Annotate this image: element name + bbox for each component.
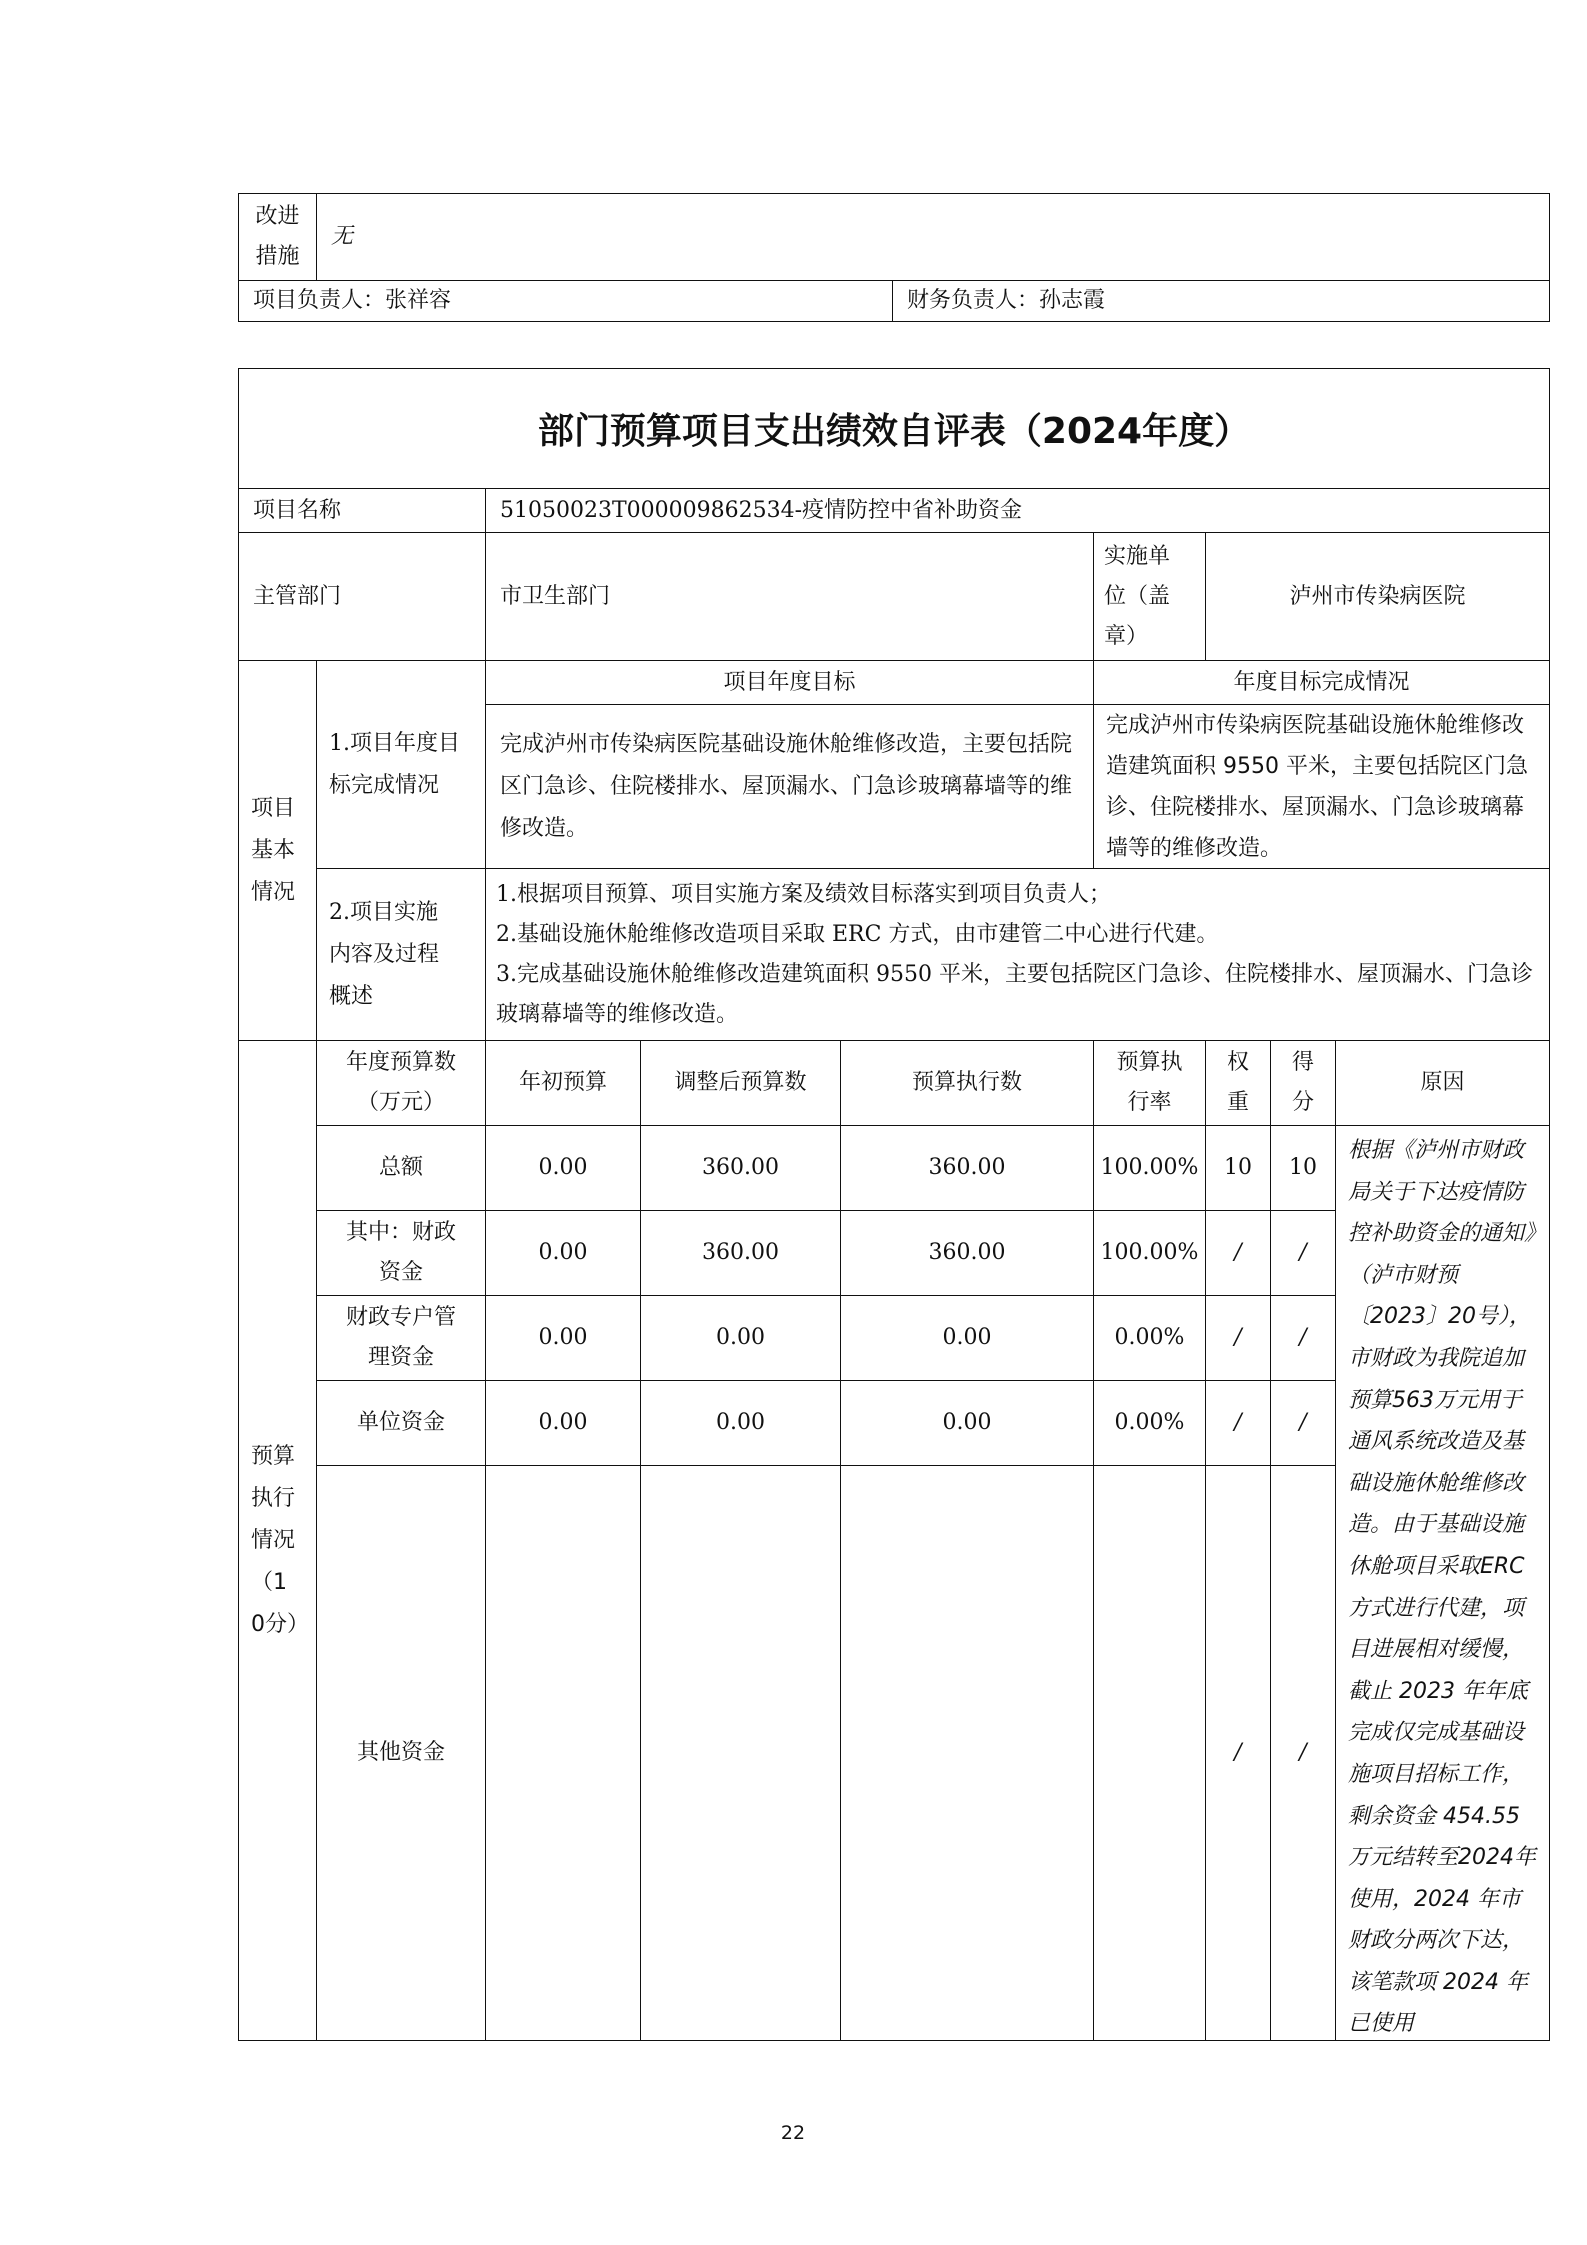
budget-executed-cell bbox=[840, 1465, 1094, 2041]
impl-unit-label-cell bbox=[1093, 532, 1206, 661]
completion-header-cell bbox=[1093, 660, 1550, 705]
budget-row-label-cell bbox=[316, 1125, 486, 1211]
dept-value-cell bbox=[485, 532, 1094, 661]
budget-weight-cell bbox=[1205, 1295, 1271, 1381]
process-line: 1.根据项目预算、项目实施方案及绩效目标落实到项目负责人； bbox=[496, 881, 1111, 907]
budget-executed-cell bbox=[840, 1210, 1094, 1296]
budget-score-cell bbox=[1270, 1465, 1336, 2041]
budget-header-text: 调整后预算数 bbox=[674, 1070, 807, 1095]
budget-executed-cell bbox=[840, 1380, 1094, 1466]
form-title-cell bbox=[238, 368, 1550, 489]
completion-text: 完成泸州市传染病医院基础设施休舱维修改造建筑面积 9550 平米，主要包括院区门急诊、住院楼排水、屋顶漏水、门急诊玻璃幕墙等的维修改造。 bbox=[1106, 712, 1528, 861]
dept-value: 市卫生部门 bbox=[500, 583, 611, 609]
improve-value: 无 bbox=[331, 224, 354, 249]
completion-header: 年度目标完成情况 bbox=[1233, 669, 1410, 695]
budget-rate-cell bbox=[1093, 1380, 1206, 1466]
budget-header-text: 得分 bbox=[1291, 1050, 1314, 1115]
budget-row-label: 总额 bbox=[378, 1155, 423, 1180]
project-name-label-cell bbox=[238, 488, 486, 533]
dept-label: 主管部门 bbox=[253, 583, 342, 609]
budget-weight: / bbox=[1234, 1325, 1242, 1350]
budget-adjusted-cell bbox=[640, 1210, 841, 1296]
budget-weight-cell bbox=[1205, 1210, 1271, 1296]
budget-row-label-cell bbox=[316, 1380, 486, 1466]
budget-row-label-cell bbox=[316, 1210, 486, 1296]
budget-weight: / bbox=[1234, 1240, 1242, 1265]
budget-executed-cell bbox=[840, 1125, 1094, 1211]
budget-rate: 100.00% bbox=[1100, 1240, 1199, 1265]
budget-initial-cell bbox=[485, 1125, 641, 1211]
budget-header-text: 权重 bbox=[1226, 1050, 1249, 1115]
budget-header-rate bbox=[1093, 1040, 1206, 1126]
budget-rate: 100.00% bbox=[1100, 1155, 1199, 1180]
goal-section-label: 1.项目年度目标完成情况 bbox=[329, 730, 460, 798]
basic-info-label-cell bbox=[238, 660, 317, 1041]
budget-score-cell bbox=[1270, 1210, 1336, 1296]
budget-header-initial bbox=[485, 1040, 641, 1126]
budget-row-label: 财政专户管理资金 bbox=[345, 1305, 456, 1370]
budget-rate: 0.00% bbox=[1114, 1325, 1185, 1350]
process-line: 2.基础设施休舱维修改造项目采取 ERC 方式，由市建管二中心进行代建。 bbox=[496, 921, 1219, 947]
budget-header-label bbox=[316, 1040, 486, 1126]
budget-adjusted: 360.00 bbox=[702, 1240, 779, 1265]
budget-header-text: 年度预算数（万元） bbox=[345, 1050, 456, 1115]
budget-initial: 0.00 bbox=[538, 1410, 588, 1435]
budget-rate-cell bbox=[1093, 1125, 1206, 1211]
improve-value-cell bbox=[316, 193, 1550, 281]
impl-unit-value-cell bbox=[1205, 532, 1550, 661]
budget-header-adjusted bbox=[640, 1040, 841, 1126]
goal-text-cell bbox=[485, 704, 1094, 869]
impl-unit-value: 泸州市传染病医院 bbox=[1289, 583, 1466, 609]
budget-adjusted-cell bbox=[640, 1295, 841, 1381]
budget-executed: 0.00 bbox=[942, 1325, 992, 1350]
budget-row-label: 单位资金 bbox=[356, 1410, 445, 1435]
budget-header-executed bbox=[840, 1040, 1094, 1126]
budget-adjusted: 0.00 bbox=[716, 1410, 765, 1435]
goal-header-cell bbox=[485, 660, 1094, 705]
budget-initial-cell bbox=[485, 1210, 641, 1296]
budget-header-text: 预算执行率 bbox=[1116, 1050, 1183, 1115]
process-label: 2.项目实施内容及过程概述 bbox=[329, 899, 440, 1009]
budget-initial: 0.00 bbox=[538, 1155, 588, 1180]
finance-leader-cell bbox=[892, 280, 1550, 322]
budget-row-label: 其中：财政资金 bbox=[345, 1220, 456, 1285]
budget-weight: / bbox=[1234, 1410, 1242, 1435]
budget-executed: 0.00 bbox=[942, 1410, 992, 1435]
reason-text: 根据《泸州市财政局关于下达疫情防控补助资金的通知》（泸市财预〔2023〕20号），市财政为我院追加预算563万元用于通风系统改造及基础设施休舱维修改造。由于基础设施休舱项目采取ERC方式进行代建，项目进展相对缓慢，截止 2023 年年底完成仅完成基础设施项目招标工作，剩余资金 454.55 万元结转至2024年使用，2024 年市财政分两次下达，该笔款项 2024 年已使用 bbox=[1348, 1138, 1536, 2037]
budget-adjusted: 0.00 bbox=[716, 1325, 765, 1350]
budget-header-score bbox=[1270, 1040, 1336, 1126]
budget-executed: 360.00 bbox=[928, 1240, 1006, 1265]
improve-label-cell bbox=[238, 193, 317, 281]
project-name-value: 51050023T000009862534-疫情防控中省补助资金 bbox=[500, 497, 1023, 523]
goal-section-label-cell bbox=[316, 660, 486, 869]
process-text-cell bbox=[485, 868, 1550, 1041]
project-name-label: 项目名称 bbox=[253, 497, 342, 523]
completion-text-cell bbox=[1093, 704, 1550, 869]
budget-initial-cell bbox=[485, 1380, 641, 1466]
impl-unit-label: 实施单位（盖章） bbox=[1104, 543, 1171, 649]
basic-info-label: 项目基本情况 bbox=[251, 795, 296, 905]
budget-executed-cell bbox=[840, 1295, 1094, 1381]
budget-rate: 0.00% bbox=[1114, 1410, 1185, 1435]
budget-weight-cell bbox=[1205, 1465, 1271, 2041]
dept-label-cell bbox=[238, 532, 486, 661]
budget-weight: / bbox=[1234, 1740, 1242, 1765]
budget-header-reason bbox=[1335, 1040, 1550, 1126]
budget-executed: 360.00 bbox=[928, 1155, 1006, 1180]
budget-adjusted-cell bbox=[640, 1125, 841, 1211]
budget-initial-cell bbox=[485, 1465, 641, 2041]
process-list bbox=[496, 875, 1541, 1035]
budget-header-text: 原因 bbox=[1420, 1070, 1465, 1095]
budget-row-label-cell bbox=[316, 1465, 486, 2041]
budget-rate-cell bbox=[1093, 1295, 1206, 1381]
budget-row-label-cell bbox=[316, 1295, 486, 1381]
budget-adjusted: 360.00 bbox=[702, 1155, 779, 1180]
finance-leader: 财务负责人：孙志霞 bbox=[907, 288, 1106, 313]
budget-score-cell bbox=[1270, 1295, 1336, 1381]
budget-adjusted-cell bbox=[640, 1465, 841, 2041]
goal-header: 项目年度目标 bbox=[723, 669, 856, 695]
budget-weight-cell bbox=[1205, 1125, 1271, 1211]
budget-initial: 0.00 bbox=[538, 1325, 588, 1350]
budget-row-label: 其他资金 bbox=[356, 1740, 445, 1765]
budget-score-cell bbox=[1270, 1125, 1336, 1211]
budget-header-text: 年初预算 bbox=[518, 1070, 607, 1095]
goal-text: 完成泸州市传染病医院基础设施休舱维修改造，主要包括院区门急诊、住院楼排水、屋顶漏水、门急诊玻璃幕墙等的维修改造。 bbox=[500, 731, 1073, 841]
budget-rate-cell bbox=[1093, 1210, 1206, 1296]
project-leader-cell bbox=[238, 280, 893, 322]
budget-weight: 10 bbox=[1224, 1155, 1252, 1180]
form-title: 部门预算项目支出绩效自评表（2024年度） bbox=[537, 411, 1251, 452]
budget-header-text: 预算执行数 bbox=[911, 1070, 1022, 1095]
project-leader: 项目负责人：张祥容 bbox=[253, 288, 452, 313]
budget-section-label-cell bbox=[238, 1040, 317, 2041]
budget-score: / bbox=[1299, 1325, 1307, 1350]
process-line: 3.完成基础设施休舱维修改造建筑面积 9550 平米，主要包括院区门急诊、住院楼排水、屋顶漏水、门急诊玻璃幕墙等的维修改造。 bbox=[496, 961, 1533, 1027]
budget-initial: 0.00 bbox=[538, 1240, 588, 1265]
page-number: 22 bbox=[780, 2122, 806, 2144]
budget-score: / bbox=[1299, 1740, 1307, 1765]
budget-initial-cell bbox=[485, 1295, 641, 1381]
process-label-cell bbox=[316, 868, 486, 1041]
budget-score: 10 bbox=[1289, 1155, 1317, 1180]
budget-adjusted-cell bbox=[640, 1380, 841, 1466]
budget-section-label: 预算执行情况（10分） bbox=[251, 1443, 309, 1637]
budget-score: / bbox=[1299, 1410, 1307, 1435]
budget-rate-cell bbox=[1093, 1465, 1206, 2041]
improve-label: 改进措施 bbox=[255, 204, 300, 269]
budget-score: / bbox=[1299, 1240, 1307, 1265]
reason-cell bbox=[1335, 1125, 1550, 2041]
budget-weight-cell bbox=[1205, 1380, 1271, 1466]
budget-header-weight bbox=[1205, 1040, 1271, 1126]
project-name-value-cell bbox=[485, 488, 1550, 533]
budget-score-cell bbox=[1270, 1380, 1336, 1466]
